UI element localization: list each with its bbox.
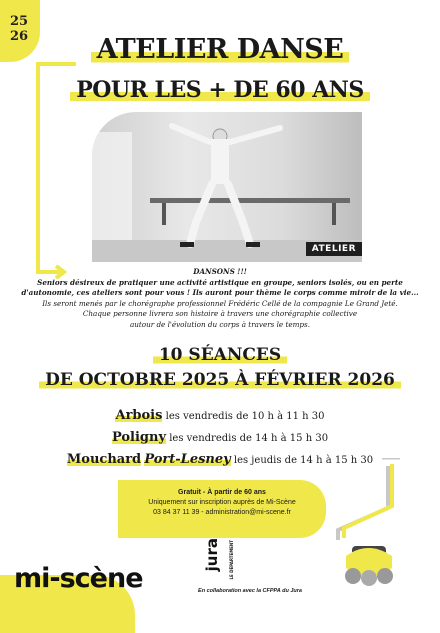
sessions-period — [0, 370, 440, 390]
season-year-end: 26 — [10, 29, 29, 44]
session-town: Poligny — [111, 430, 167, 445]
description-heading: DANSONS !!! — [193, 267, 247, 276]
sessions-count — [0, 345, 440, 365]
info-contact[interactable]: 03 84 37 11 39 - administration@mi-scene.fr — [153, 509, 291, 516]
connector-line-vertical — [36, 62, 40, 270]
session-when: les jeudis de 14 h à 15 h 30 — [233, 455, 374, 466]
connector-line-top — [36, 62, 76, 66]
jura-logo-text: jura — [203, 538, 221, 572]
page-subtitle — [0, 77, 440, 103]
collaboration-note: En collaboration avec la CFPPA du Jura — [198, 588, 302, 594]
sessions-period-text: DE OCTOBRE 2025 À FÉVRIER 2026 — [39, 370, 401, 390]
session-town: Arbois — [115, 408, 163, 423]
page-title — [0, 34, 440, 65]
description — [0, 267, 440, 330]
session-town: Mouchard — [66, 452, 142, 467]
session-when: les vendredis de 10 h à 11 h 30 — [165, 411, 325, 422]
description-line-3: Ils seront menés par le chorégraphe professionnel Frédéric Cellé de la compagnie Le Grand Jeté. — [42, 298, 398, 308]
title-line-1: ATELIER DANSE — [91, 34, 350, 65]
session-when: les vendredis de 14 h à 15 h 30 — [169, 433, 329, 444]
session-town-extra: Port-Lesney — [144, 452, 231, 467]
info-box — [118, 480, 326, 538]
description-line-1: Seniors désireux de pratiquer une activité artistique en groupe, seniors isolés, ou en perte — [37, 277, 403, 287]
photo-tag: ATELIER — [306, 242, 362, 256]
dancer-photo — [92, 112, 362, 262]
jura-logo — [205, 538, 229, 584]
info-price: Gratuit - À partir de 60 ans — [178, 489, 266, 496]
title-line-2: POUR LES + DE 60 ANS — [70, 77, 370, 103]
season-year-start: 25 — [10, 14, 29, 29]
dancer-illustration — [92, 112, 362, 262]
description-line-4: Chaque personne livrera son histoire à travers une chorégraphie collective — [82, 309, 358, 318]
lamp-icon — [318, 458, 440, 588]
session-poligny — [0, 427, 440, 449]
description-line-5: autour de l'évolution du corps à travers le temps. — [129, 319, 311, 329]
info-registration: Uniquement sur inscription auprès de Mi-Scène — [148, 499, 296, 506]
session-arbois — [0, 405, 440, 427]
jura-logo-subtitle: LE DÉPARTEMENT — [229, 540, 234, 580]
description-line-2: d'autonomie, ces ateliers sont pour vous ! Ils auront pour thème le corps comme miroir de la vie... — [21, 288, 419, 297]
brand-logo: mi-scène — [14, 563, 143, 594]
sessions-count-text: 10 SÉANCES — [153, 345, 287, 365]
